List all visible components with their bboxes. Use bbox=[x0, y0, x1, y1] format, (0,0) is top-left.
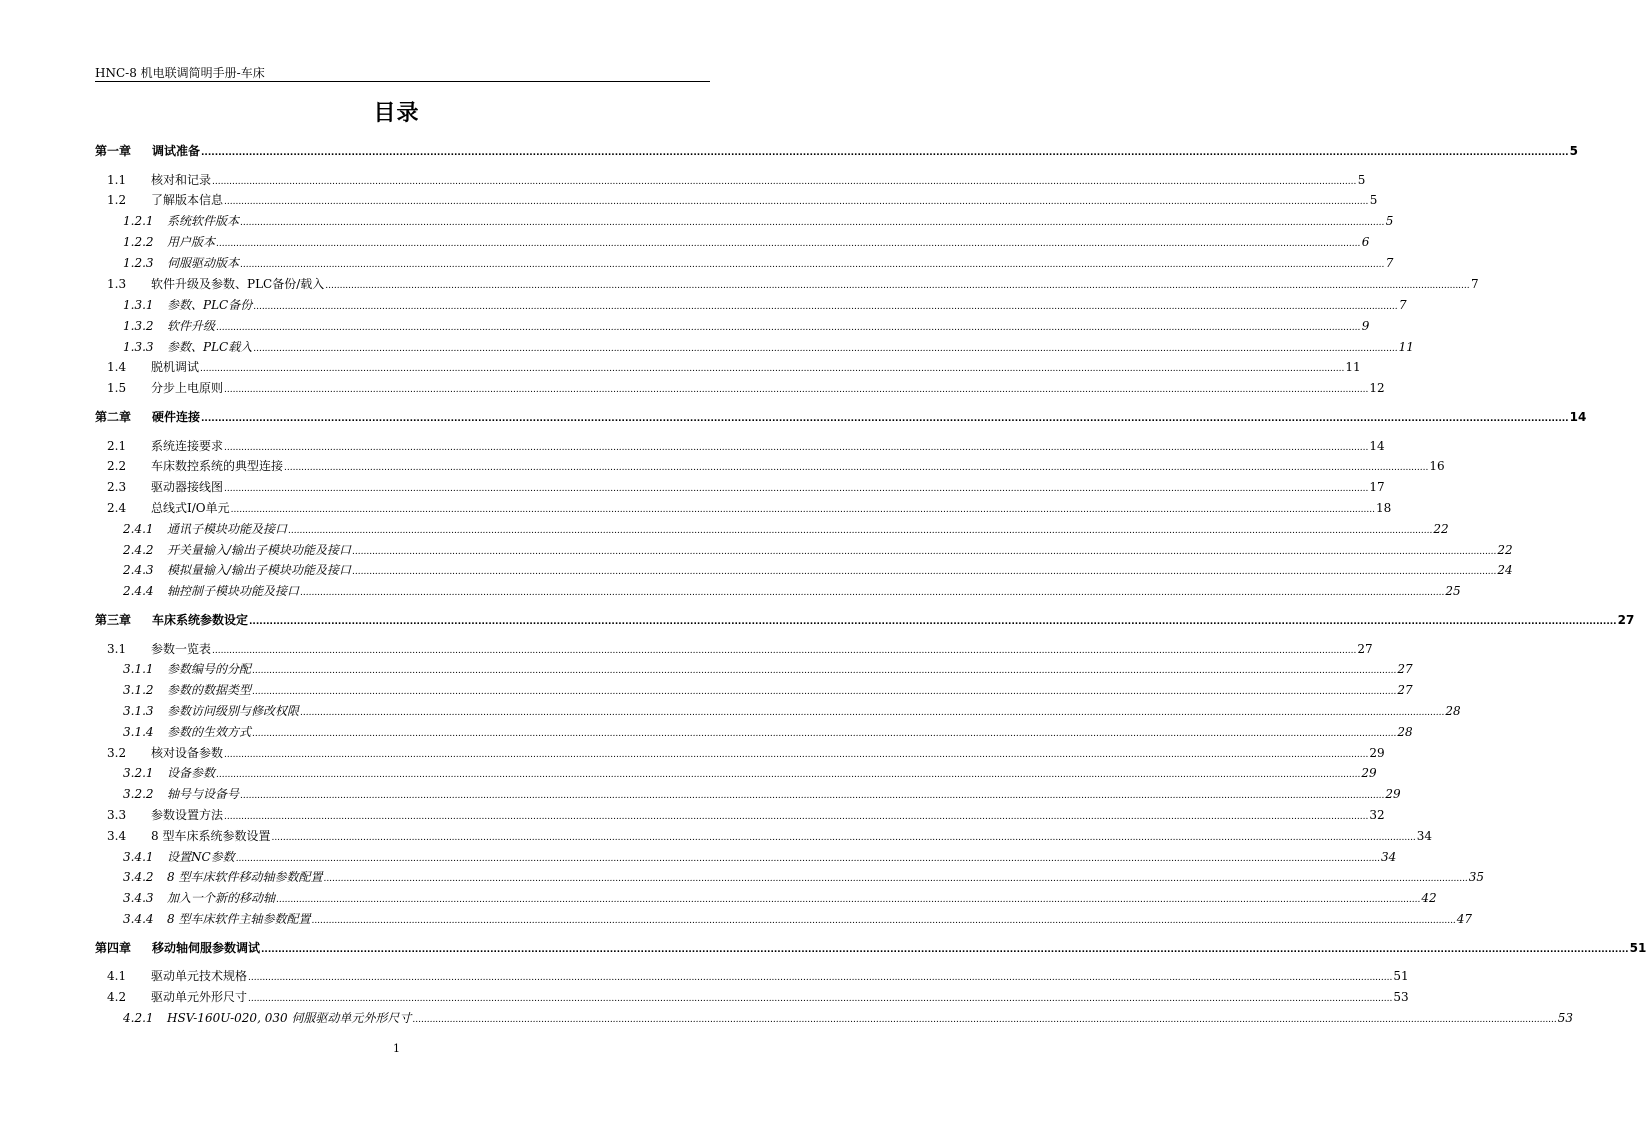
toc-dot-leader: ................................................................................................................................................................................................................................................................................................................................................................................................................ bbox=[212, 646, 1357, 656]
toc-dot-leader: ................................................................................................................................................................................................................................................................................................................................................................................................................ bbox=[311, 916, 1456, 926]
toc-entry-title: 8 型车床系统参数设置 bbox=[151, 829, 271, 843]
toc-entry-title: 软件升级及参数、PLC备份/载入 bbox=[151, 277, 325, 291]
toc-entry-page: 42 bbox=[1421, 891, 1437, 905]
toc-dot-leader: ................................................................................................................................................................................................................................................................................................................................................................................................................ bbox=[216, 770, 1361, 780]
toc-entry-page: 47 bbox=[1456, 912, 1473, 926]
toc-entry-page: 51 bbox=[1629, 941, 1646, 955]
toc-entry[interactable] bbox=[95, 1009, 1574, 1027]
toc-dot-leader: ................................................................................................................................................................................................................................................................................................................................................................................................................ bbox=[352, 547, 1497, 557]
toc-dot-leader: ................................................................................................................................................................................................................................................................................................................................................................................................................ bbox=[240, 218, 1385, 228]
toc-entry-page: 5 bbox=[1569, 144, 1578, 158]
toc-entry[interactable] bbox=[95, 561, 1513, 579]
toc-dot-leader: ................................................................................................................................................................................................................................................................................................................................................................................................................ bbox=[201, 414, 1569, 424]
toc-dot-leader: ................................................................................................................................................................................................................................................................................................................................................................................................................ bbox=[212, 177, 1357, 187]
toc-entry[interactable] bbox=[95, 499, 1392, 517]
toc-entry-page: 7 bbox=[1398, 298, 1407, 312]
toc-entry-page: 28 bbox=[1397, 725, 1413, 739]
toc-entry-number: 1.2.1 bbox=[123, 214, 154, 228]
toc-entry-title: 驱动器接线图 bbox=[151, 480, 224, 494]
toc-entry[interactable] bbox=[95, 806, 1385, 824]
toc-dot-leader: ................................................................................................................................................................................................................................................................................................................................................................................................................ bbox=[276, 895, 1421, 905]
toc-dot-leader: ................................................................................................................................................................................................................................................................................................................................................................................................................ bbox=[248, 994, 1393, 1004]
toc-entry[interactable] bbox=[95, 967, 1409, 985]
toc-entry[interactable] bbox=[95, 744, 1385, 762]
toc-entry[interactable] bbox=[95, 848, 1397, 866]
toc-entry-title: 参数访问级别与修改权限 bbox=[167, 704, 300, 718]
toc-entry[interactable] bbox=[95, 660, 1413, 678]
toc-dot-leader: ................................................................................................................................................................................................................................................................................................................................................................................................................ bbox=[412, 1015, 1557, 1025]
toc-entry-number: 1.3 bbox=[107, 277, 127, 291]
toc-entry[interactable] bbox=[95, 910, 1473, 928]
toc-entry-page: 27 bbox=[1617, 613, 1635, 627]
toc-entry[interactable] bbox=[95, 233, 1370, 251]
toc-entry-number: 3.1.3 bbox=[123, 704, 154, 718]
toc-entry[interactable] bbox=[95, 520, 1449, 538]
toc-entry-number: 3.1.4 bbox=[123, 725, 154, 739]
toc-entry-number: 4.1 bbox=[107, 969, 127, 983]
toc-entry-number: 3.1 bbox=[107, 642, 127, 656]
toc-entry-number: 1.2.3 bbox=[123, 256, 154, 270]
toc-entry-page: 24 bbox=[1497, 563, 1513, 577]
toc-entry[interactable] bbox=[95, 254, 1394, 272]
toc-entry[interactable] bbox=[95, 171, 1366, 189]
toc-entry-page: 11 bbox=[1345, 360, 1361, 374]
toc-entry[interactable] bbox=[95, 478, 1385, 496]
toc-dot-leader: ................................................................................................................................................................................................................................................................................................................................................................................................................ bbox=[235, 854, 1381, 864]
toc-entry-number: 2.4.3 bbox=[123, 563, 154, 577]
toc-dot-leader: ................................................................................................................................................................................................................................................................................................................................................................................................................ bbox=[224, 484, 1369, 494]
toc-entry-page: 22 bbox=[1433, 522, 1449, 536]
toc-entry-title: 通讯子模块功能及接口 bbox=[167, 522, 288, 536]
toc-entry[interactable] bbox=[95, 338, 1414, 356]
toc-entry-title: HSV-160U-020, 030 伺服驱动单元外形尺寸 bbox=[167, 1011, 412, 1025]
toc-entry[interactable] bbox=[95, 827, 1433, 845]
toc-entry-title: 模拟量输入/输出子模块功能及接口 bbox=[167, 563, 352, 577]
toc-dot-leader: ................................................................................................................................................................................................................................................................................................................................................................................................................ bbox=[201, 148, 1569, 158]
toc-entry-title: 驱动单元技术规格 bbox=[151, 969, 248, 983]
toc-dot-leader: ................................................................................................................................................................................................................................................................................................................................................................................................................ bbox=[284, 463, 1429, 473]
toc-entry-title: 参数、PLC载入 bbox=[167, 340, 253, 354]
toc-entry[interactable] bbox=[95, 889, 1437, 907]
toc-entry-title: 驱动单元外形尺寸 bbox=[151, 990, 248, 1004]
toc-entry[interactable] bbox=[95, 457, 1445, 475]
toc-entry-page: 7 bbox=[1385, 256, 1394, 270]
toc-entry-page: 6 bbox=[1361, 235, 1370, 249]
toc-entry-page: 29 bbox=[1361, 766, 1377, 780]
toc-dot-leader: ................................................................................................................................................................................................................................................................................................................................................................................................................ bbox=[325, 281, 1470, 291]
toc-entry[interactable] bbox=[95, 437, 1385, 455]
toc-entry-page: 32 bbox=[1369, 808, 1385, 822]
toc-entry-title: 参数一览表 bbox=[151, 642, 212, 656]
toc-entry-page: 29 bbox=[1385, 787, 1401, 801]
toc-dot-leader: ................................................................................................................................................................................................................................................................................................................................................................................................................ bbox=[252, 666, 1397, 676]
toc-entry-number: 2.2 bbox=[107, 459, 127, 473]
toc-entry-number: 3.4.1 bbox=[123, 850, 154, 864]
toc-dot-leader: ................................................................................................................................................................................................................................................................................................................................................................................................................ bbox=[224, 750, 1369, 760]
toc-entry-page: 35 bbox=[1468, 870, 1485, 884]
toc-entry-title: 核对设备参数 bbox=[151, 746, 224, 760]
toc-entry-title: 轴控制子模块功能及接口 bbox=[167, 584, 300, 598]
toc-entry[interactable] bbox=[95, 611, 1635, 629]
running-header: HNC-8 机电联调简明手册-车床 bbox=[95, 66, 265, 80]
toc-dot-leader: ................................................................................................................................................................................................................................................................................................................................................................................................................ bbox=[252, 729, 1397, 739]
toc-entry-title: 了解版本信息 bbox=[151, 193, 224, 207]
toc-entry-title: 参数的数据类型 bbox=[167, 683, 252, 697]
toc-entry-title: 软件升级 bbox=[167, 319, 216, 333]
toc-dot-leader: ................................................................................................................................................................................................................................................................................................................................................................................................................ bbox=[288, 526, 1433, 536]
toc-entry[interactable] bbox=[95, 640, 1373, 658]
toc-dot-leader: ................................................................................................................................................................................................................................................................................................................................................................................................................ bbox=[253, 344, 1398, 354]
toc-dot-leader: ................................................................................................................................................................................................................................................................................................................................................................................................................ bbox=[230, 505, 1375, 515]
toc-entry-page: 53 bbox=[1557, 1011, 1574, 1025]
toc-entry[interactable] bbox=[95, 764, 1377, 782]
toc-entry-number: 1.3.1 bbox=[123, 298, 154, 312]
toc-entry-title: 8 型车床软件主轴参数配置 bbox=[167, 912, 311, 926]
toc-entry-title: 脱机调试 bbox=[151, 360, 200, 374]
toc-entry-number: 3.2.2 bbox=[123, 787, 154, 801]
toc-entry-title: 车床系统参数设定 bbox=[152, 613, 249, 627]
toc-entry-number: 1.3.2 bbox=[123, 319, 154, 333]
toc-entry-page: 11 bbox=[1398, 340, 1414, 354]
toc-entry[interactable] bbox=[95, 358, 1361, 376]
toc-dot-leader: ................................................................................................................................................................................................................................................................................................................................................................................................................ bbox=[224, 443, 1369, 453]
toc-entry[interactable] bbox=[95, 317, 1370, 335]
toc-entry[interactable] bbox=[95, 939, 1646, 957]
toc-entry-title: 调试准备 bbox=[152, 144, 201, 158]
toc-entry-number: 第四章 bbox=[95, 941, 132, 955]
toc-entry-page: 14 bbox=[1369, 439, 1385, 453]
toc-entry-number: 3.3 bbox=[107, 808, 127, 822]
toc-entry-page: 27 bbox=[1357, 642, 1373, 656]
toc-entry-page: 12 bbox=[1369, 381, 1385, 395]
toc-entry-page: 53 bbox=[1393, 990, 1409, 1004]
toc-entry-title: 参数编号的分配 bbox=[167, 662, 252, 676]
toc-entry-number: 3.2.1 bbox=[123, 766, 154, 780]
toc-entry[interactable] bbox=[95, 408, 1587, 426]
toc-entry-title: 用户版本 bbox=[167, 235, 216, 249]
toc-entry-page: 25 bbox=[1445, 584, 1461, 598]
toc-entry-page: 34 bbox=[1416, 829, 1433, 843]
toc-entry-number: 2.4.2 bbox=[123, 543, 154, 557]
toc-entry-page: 16 bbox=[1429, 459, 1445, 473]
toc-entry-page: 29 bbox=[1369, 746, 1385, 760]
toc-dot-leader: ................................................................................................................................................................................................................................................................................................................................................................................................................ bbox=[253, 302, 1398, 312]
toc-entry-page: 5 bbox=[1357, 173, 1366, 187]
toc-dot-leader: ................................................................................................................................................................................................................................................................................................................................................................................................................ bbox=[224, 812, 1369, 822]
toc-entry-number: 第一章 bbox=[95, 144, 132, 158]
toc-entry-page: 22 bbox=[1497, 543, 1513, 557]
toc-dot-leader: ................................................................................................................................................................................................................................................................................................................................................................................................................ bbox=[300, 588, 1445, 598]
toc-entry[interactable] bbox=[95, 988, 1409, 1006]
toc-dot-leader: ................................................................................................................................................................................................................................................................................................................................................................................................................ bbox=[252, 687, 1397, 697]
page-title: 目录 bbox=[373, 100, 420, 126]
toc-entry-number: 2.3 bbox=[107, 480, 127, 494]
header-rule bbox=[95, 81, 710, 82]
toc-dot-leader: ................................................................................................................................................................................................................................................................................................................................................................................................................ bbox=[323, 874, 1468, 884]
toc-entry[interactable] bbox=[95, 582, 1461, 600]
toc-entry-page: 5 bbox=[1369, 193, 1378, 207]
toc-entry-title: 系统连接要求 bbox=[151, 439, 224, 453]
toc-entry-title: 参数、PLC备份 bbox=[167, 298, 253, 312]
toc-dot-leader: ................................................................................................................................................................................................................................................................................................................................................................................................................ bbox=[200, 364, 1345, 374]
toc-entry-page: 14 bbox=[1569, 410, 1587, 424]
toc-entry[interactable] bbox=[95, 723, 1413, 741]
toc-entry-title: 核对和记录 bbox=[151, 173, 212, 187]
toc-entry-number: 1.3.3 bbox=[123, 340, 154, 354]
toc-entry-title: 参数设置方法 bbox=[151, 808, 224, 822]
toc-dot-leader: ................................................................................................................................................................................................................................................................................................................................................................................................................ bbox=[224, 197, 1369, 207]
toc-dot-leader: ................................................................................................................................................................................................................................................................................................................................................................................................................ bbox=[352, 567, 1497, 577]
toc-entry-page: 18 bbox=[1375, 501, 1392, 515]
toc-entry-number: 1.2 bbox=[107, 193, 127, 207]
toc-entry[interactable] bbox=[95, 191, 1378, 209]
toc-entry-number: 1.1 bbox=[107, 173, 127, 187]
toc-entry-number: 第二章 bbox=[95, 410, 132, 424]
toc-dot-leader: ................................................................................................................................................................................................................................................................................................................................................................................................................ bbox=[216, 239, 1361, 249]
toc-entry-title: 开关量输入/输出子模块功能及接口 bbox=[167, 543, 352, 557]
toc-dot-leader: ................................................................................................................................................................................................................................................................................................................................................................................................................ bbox=[216, 323, 1361, 333]
toc-entry[interactable] bbox=[95, 681, 1413, 699]
toc-entry-title: 8 型车床软件移动轴参数配置 bbox=[167, 870, 323, 884]
toc-entry-number: 3.4.4 bbox=[123, 912, 154, 926]
toc-dot-leader: ................................................................................................................................................................................................................................................................................................................................................................................................................ bbox=[240, 791, 1385, 801]
toc-entry-page: 27 bbox=[1397, 662, 1413, 676]
toc-entry-page: 5 bbox=[1385, 214, 1394, 228]
toc-entry[interactable] bbox=[95, 275, 1479, 293]
toc-entry-number: 4.2.1 bbox=[123, 1011, 154, 1025]
page-number: 1 bbox=[393, 1042, 400, 1055]
toc-entry-number: 3.1.1 bbox=[123, 662, 154, 676]
toc-entry-number: 第三章 bbox=[95, 613, 132, 627]
toc-entry-page: 27 bbox=[1397, 683, 1413, 697]
toc-entry-title: 轴号与设备号 bbox=[167, 787, 240, 801]
toc-dot-leader: ................................................................................................................................................................................................................................................................................................................................................................................................................ bbox=[224, 385, 1369, 395]
toc-entry-title: 车床数控系统的典型连接 bbox=[151, 459, 284, 473]
toc-entry-title: 移动轴伺服参数调试 bbox=[152, 941, 261, 955]
toc-entry-page: 34 bbox=[1381, 850, 1397, 864]
toc-entry-number: 3.4 bbox=[107, 829, 127, 843]
toc-entry-title: 加入一个新的移动轴 bbox=[167, 891, 276, 905]
toc-entry-number: 2.4.1 bbox=[123, 522, 154, 536]
toc-entry[interactable] bbox=[95, 379, 1385, 397]
toc-entry[interactable] bbox=[95, 785, 1401, 803]
toc-entry[interactable] bbox=[95, 212, 1394, 230]
toc-dot-leader: ................................................................................................................................................................................................................................................................................................................................................................................................................ bbox=[248, 973, 1393, 983]
toc-entry-number: 3.4.2 bbox=[123, 870, 154, 884]
toc-entry-title: 设备参数 bbox=[167, 766, 216, 780]
toc-entry-title: 总线式I/O单元 bbox=[151, 501, 230, 515]
toc-dot-leader: ................................................................................................................................................................................................................................................................................................................................................................................................................ bbox=[300, 708, 1445, 718]
toc-entry-number: 2.4.4 bbox=[123, 584, 154, 598]
toc-entry-number: 3.2 bbox=[107, 746, 127, 760]
toc-dot-leader: ................................................................................................................................................................................................................................................................................................................................................................................................................ bbox=[271, 833, 1416, 843]
toc-entry-number: 2.4 bbox=[107, 501, 127, 515]
toc-dot-leader: ................................................................................................................................................................................................................................................................................................................................................................................................................ bbox=[240, 260, 1385, 270]
toc-entry-page: 9 bbox=[1361, 319, 1370, 333]
toc-entry[interactable] bbox=[95, 296, 1407, 314]
toc-entry-title: 硬件连接 bbox=[152, 410, 201, 424]
toc-entry-number: 2.1 bbox=[107, 439, 127, 453]
toc-entry-number: 4.2 bbox=[107, 990, 127, 1004]
toc-entry-title: 分步上电原则 bbox=[151, 381, 224, 395]
toc-entry-page: 7 bbox=[1470, 277, 1479, 291]
toc-entry[interactable] bbox=[95, 868, 1485, 886]
toc-entry-number: 3.1.2 bbox=[123, 683, 154, 697]
toc-entry-number: 1.4 bbox=[107, 360, 127, 374]
toc-entry-title: 参数的生效方式 bbox=[167, 725, 252, 739]
toc-entry-title: 伺服驱动版本 bbox=[167, 256, 240, 270]
toc-entry-page: 51 bbox=[1393, 969, 1409, 983]
toc-entry-page: 17 bbox=[1369, 480, 1385, 494]
toc-entry[interactable] bbox=[95, 702, 1461, 720]
toc-entry[interactable] bbox=[95, 541, 1513, 559]
toc-entry-title: 设置NC参数 bbox=[167, 850, 235, 864]
toc-dot-leader: ................................................................................................................................................................................................................................................................................................................................................................................................................ bbox=[261, 945, 1629, 955]
toc-dot-leader: ................................................................................................................................................................................................................................................................................................................................................................................................................ bbox=[249, 617, 1617, 627]
toc-entry[interactable] bbox=[95, 142, 1578, 160]
toc-entry-title: 系统软件版本 bbox=[167, 214, 240, 228]
toc-entry-number: 1.5 bbox=[107, 381, 127, 395]
toc-entry-number: 3.4.3 bbox=[123, 891, 154, 905]
toc-entry-page: 28 bbox=[1445, 704, 1461, 718]
toc-entry-number: 1.2.2 bbox=[123, 235, 154, 249]
